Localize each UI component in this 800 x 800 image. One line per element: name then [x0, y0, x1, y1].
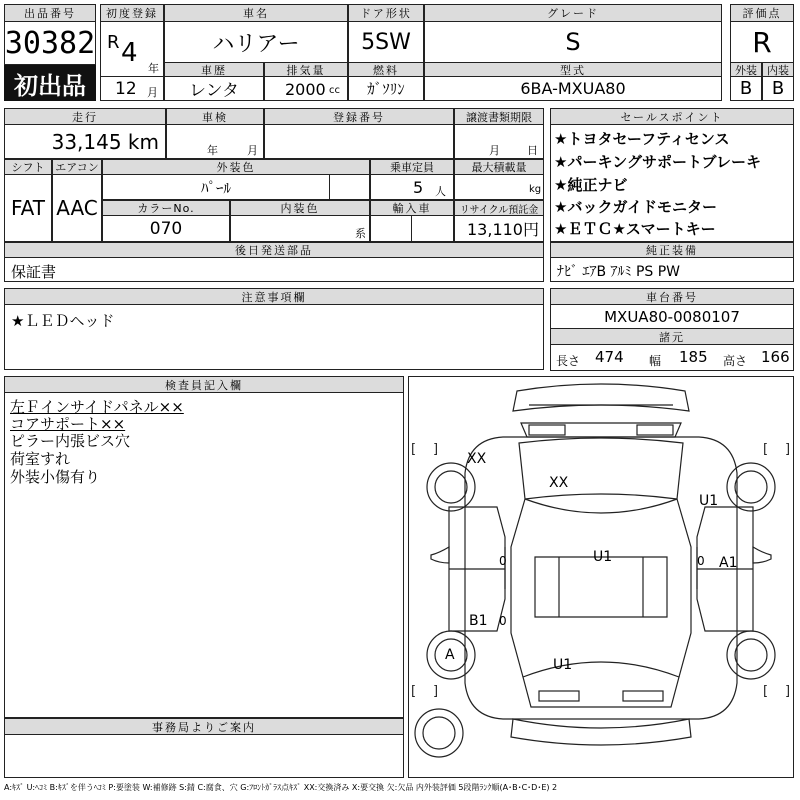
length: 474	[595, 348, 624, 366]
sales-point-item: ★パーキングサポートブレーキ	[554, 153, 761, 171]
displacement-box	[264, 76, 348, 101]
int-color-unit: 系	[355, 227, 366, 240]
first-reg-month-box	[100, 76, 164, 101]
sales-point-item: ★ＥＴＣ★スマートキー	[554, 220, 716, 238]
car-diagram	[409, 377, 793, 777]
grade: S	[424, 21, 722, 63]
displacement: 2000	[285, 80, 326, 99]
svg-text:]: ]	[433, 442, 439, 457]
inspector-line: コアサポート××	[10, 415, 126, 433]
shift-label: シフト	[4, 159, 52, 175]
shift: FAT	[4, 174, 52, 242]
plate-box	[264, 124, 454, 159]
door-type: 5SW	[348, 21, 424, 63]
width-label: 幅	[649, 354, 662, 368]
car-diagram-frame	[408, 376, 794, 778]
exterior-score: B	[730, 76, 762, 101]
length-label: 長さ	[556, 354, 581, 368]
office-label: 事務局よりご案内	[4, 718, 404, 735]
inspector-line: ピラー内張ビス穴	[10, 432, 131, 450]
damage-mark: XX	[467, 451, 487, 467]
later-parts-box	[4, 257, 544, 282]
model: 6BA-MXUA80	[424, 76, 722, 101]
chassis-number: MXUA80-0080107	[550, 304, 794, 329]
first-reg-year: 4	[121, 38, 138, 68]
displacement-unit: cc	[329, 85, 340, 96]
ext-color-label: 外装色	[102, 159, 370, 175]
notes-text: ★ＬＥＤヘッド	[11, 312, 115, 330]
recycle-label: リサイクル預託金	[454, 200, 544, 216]
damage-mark: B1	[469, 613, 488, 629]
transfer-box	[454, 124, 544, 159]
fuel-label: 燃料	[348, 62, 424, 77]
max-load-unit: kg	[529, 184, 542, 195]
car-name: ハリアー	[164, 21, 348, 63]
max-load-box	[454, 174, 544, 200]
first-reg-label: 初度登録	[100, 4, 164, 22]
plate-label: 登録番号	[264, 108, 454, 125]
svg-text:]: ]	[785, 442, 791, 457]
svg-text:[: [	[763, 442, 769, 457]
height: 166	[761, 348, 790, 366]
color-no: 070	[102, 215, 230, 242]
capacity-label: 乗車定員	[370, 159, 454, 175]
inspector-line: 荷室すれ	[10, 450, 71, 468]
damage-mark: U1	[553, 657, 573, 673]
recycle-fee: 13,110円	[454, 215, 544, 242]
damage-mark: A1	[719, 555, 738, 571]
score: R	[730, 21, 794, 63]
car-name-label: 車名	[164, 4, 348, 22]
sales-points-label: セールスポイント	[550, 108, 794, 125]
inspection-box	[166, 124, 264, 159]
damage-mark: 0	[697, 554, 705, 568]
exterior-label: 外装	[730, 62, 762, 77]
svg-text:[: [	[411, 684, 417, 699]
damage-mark: 0	[499, 554, 507, 568]
mileage: 33,145 km	[4, 124, 166, 159]
damage-mark: XX	[549, 475, 569, 491]
factory-equip: ﾅﾋﾞ ｴｱB ｱﾙﾐ PS PW	[557, 264, 681, 280]
inspection-year-unit: 年	[207, 144, 218, 157]
first-reg-month-unit: 月	[147, 86, 158, 99]
transfer-day-unit: 日	[527, 144, 538, 157]
history: レンタ	[164, 76, 264, 101]
notes-label: 注意事項欄	[4, 288, 544, 305]
ac: AAC	[52, 174, 102, 242]
damage-mark: U1	[593, 549, 613, 565]
svg-text:[: [	[763, 684, 769, 699]
later-parts: 保証書	[11, 263, 57, 281]
sales-point-item: ★純正ナビ	[554, 176, 628, 194]
model-label: 型式	[424, 62, 722, 77]
capacity: 5	[413, 178, 424, 197]
history-label: 車歴	[164, 62, 264, 77]
first-reg-year-unit: 年	[148, 62, 159, 75]
ac-label: エアコン	[52, 159, 102, 175]
import-box-1	[370, 215, 412, 242]
import-label: 輸入車	[370, 200, 454, 216]
notes-box	[4, 304, 544, 370]
capacity-box	[370, 174, 454, 200]
max-load-label: 最大積載量	[454, 159, 544, 175]
lot-number: 30382	[4, 21, 96, 65]
inspector-line: 外装小傷有り	[10, 468, 101, 486]
svg-text:]: ]	[785, 684, 791, 699]
dimensions-label: 諸元	[550, 328, 794, 345]
sales-point-item: ★バックガイドモニター	[554, 198, 717, 216]
inspector-line: 左Ｆインサイドパネル××	[10, 398, 184, 416]
ext-color-extra	[329, 174, 370, 200]
later-parts-label: 後日発送部品	[4, 242, 544, 258]
int-color-label: 内装色	[230, 200, 370, 216]
interior-score: B	[762, 76, 794, 101]
first-reg-era: R	[107, 32, 120, 53]
interior-label: 内装	[762, 62, 794, 77]
damage-mark: U1	[699, 493, 719, 509]
score-label: 評価点	[730, 4, 794, 22]
damage-mark: A	[445, 647, 455, 663]
first-reg-year-box	[100, 21, 164, 77]
damage-mark: 0	[499, 614, 507, 628]
grade-label: グレード	[424, 4, 722, 22]
factory-equip-box	[550, 257, 794, 282]
dimensions-box	[550, 344, 794, 371]
color-no-label: カラーNo.	[102, 200, 230, 216]
lot-number-label: 出品番号	[4, 4, 96, 22]
transfer-month-unit: 月	[489, 144, 500, 157]
factory-equip-label: 純正装備	[550, 242, 794, 258]
ext-color: ﾊﾟｰﾙ	[102, 174, 330, 200]
transfer-label: 譲渡書類期限	[454, 108, 544, 125]
first-listing-badge: 初出品	[4, 65, 96, 101]
sales-point-item: ★トヨタセーフティセンス	[554, 130, 730, 148]
fuel: ｶﾞｿﾘﾝ	[348, 76, 424, 101]
int-color-box	[230, 215, 370, 242]
mileage-label: 走行	[4, 108, 166, 125]
door-type-label: ドア形状	[348, 4, 424, 22]
inspection-month-unit: 月	[247, 144, 258, 157]
capacity-unit: 人	[435, 185, 446, 198]
first-reg-month: 12	[115, 79, 137, 99]
chassis-label: 車台番号	[550, 288, 794, 305]
height-label: 高さ	[723, 354, 748, 368]
displacement-label: 排気量	[264, 62, 348, 77]
import-box-2	[411, 215, 454, 242]
inspector-label: 検査員記入欄	[4, 376, 404, 393]
svg-text:[: [	[411, 442, 417, 457]
width: 185	[679, 348, 708, 366]
office-box	[4, 734, 404, 778]
inspection-label: 車検	[166, 108, 264, 125]
legend: A:ｷｽﾞ U:ﾍｺﾐ B:ｷｽﾞを伴うﾍｺﾐ P:要塗装 W:補修跡 S:錆 C:腐食、穴 G:ﾌﾛﾝﾄｶﾞﾗｽ点ｷｽﾞ XX:交換済み X:要交換 欠:欠品 内外装評価 5段階ﾗﾝｸ順(A･B･C･D･E) 2	[4, 783, 558, 792]
svg-text:]: ]	[433, 684, 439, 699]
